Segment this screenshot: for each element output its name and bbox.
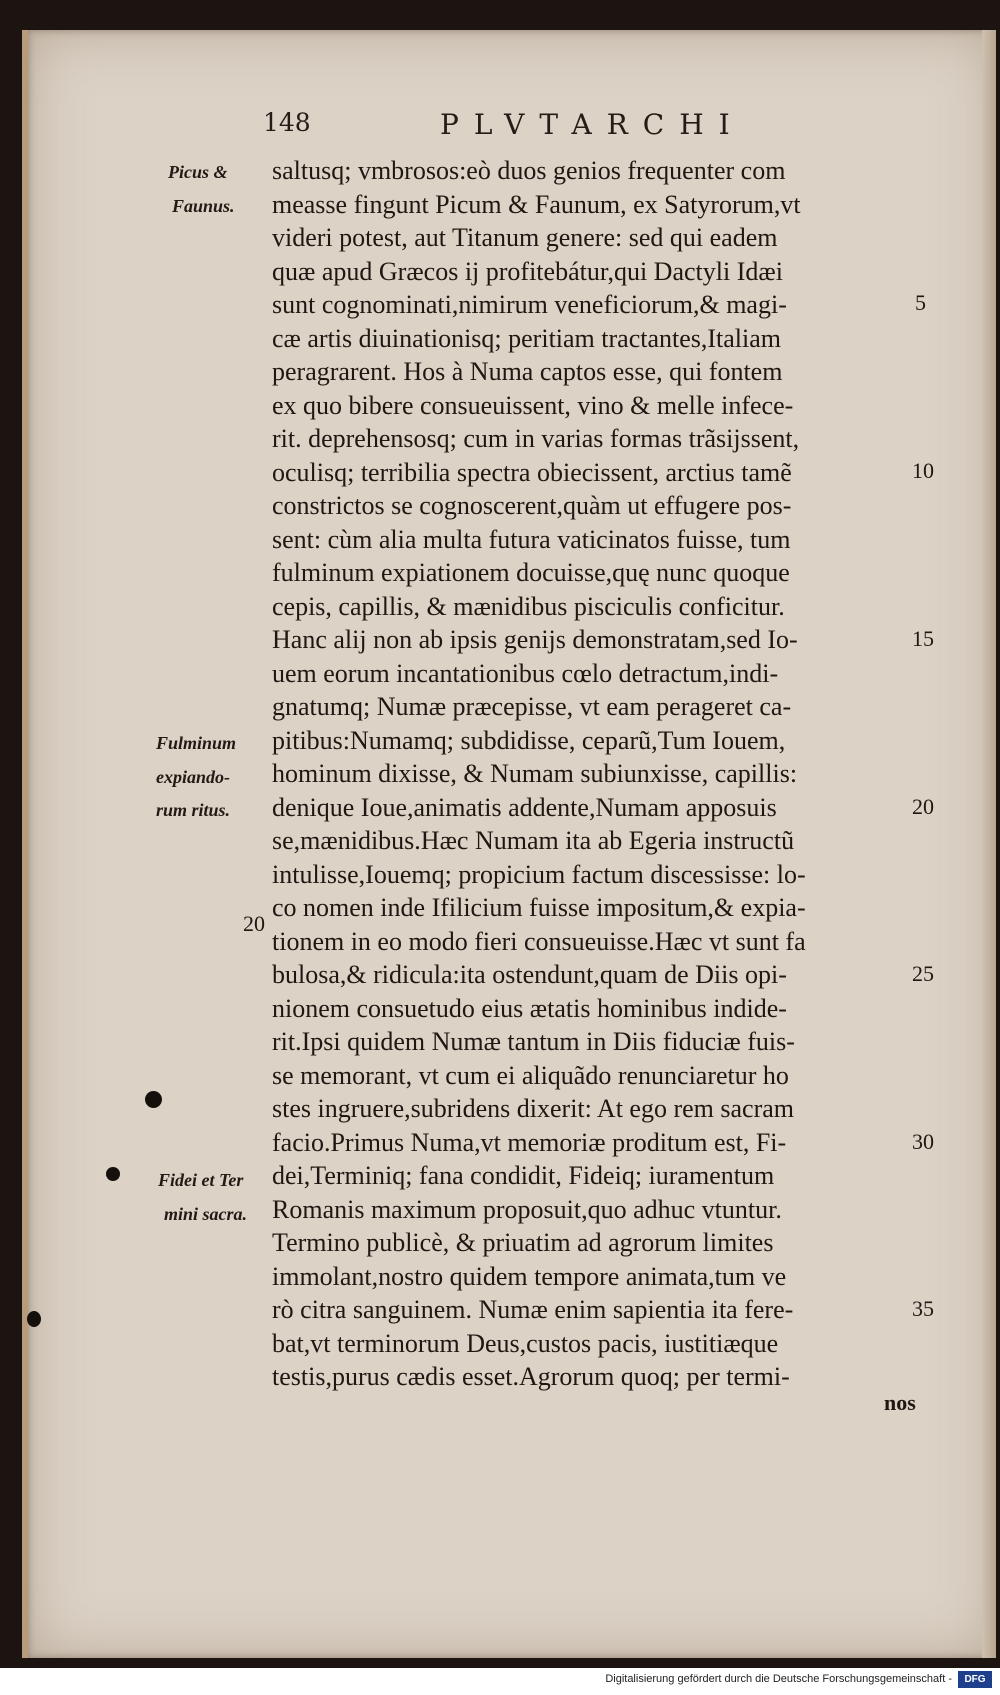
- text-line: saltusq; vmbrosos:eò duos genios frequenter com: [272, 156, 786, 185]
- line-number-5: 5: [915, 290, 926, 315]
- running-head: PLVTARCHI: [440, 108, 745, 141]
- text-line: rit. deprehensosq; cum in varias formas trãsijssent,: [272, 424, 800, 453]
- text-line: cæ artis diuinationisq; peritiam tractantes,Italiam: [272, 323, 782, 353]
- text-line: stes ingruere,subridens dixerit: At ego rem sacram: [272, 1094, 795, 1123]
- text-line: nionem consuetudo eius ætatis hominibus indide-: [272, 993, 787, 1023]
- text-line: tionem in eo modo fieri consueuisse.Hæc vt sunt fa: [272, 926, 806, 956]
- line-number-left-20: 20: [243, 911, 265, 936]
- text-line: Termino publicè, & priuatim ad agrorum limites: [272, 1228, 774, 1257]
- text-line: sent: cùm alia multa futura vaticinatos fuisse, tum: [272, 524, 791, 554]
- text-line: fulminum expiationem docuisse,quę nunc quoque: [272, 558, 790, 587]
- text-line: Hanc alij non ab ipsis genijs demonstratam,sed Io-: [272, 625, 798, 654]
- marginal-note-faunus: Faunus.: [172, 196, 235, 216]
- text-line: co nomen inde Ifilicium fuisse impositum,& expia-: [272, 893, 806, 922]
- marginal-note-picus: Picus &: [168, 162, 228, 182]
- marginal-note-fidei: Fidei et Ter: [158, 1170, 244, 1190]
- text-line: bat,vt terminorum Deus,custos pacis, iustitiæque: [272, 1328, 779, 1358]
- ink-dot-mark: [145, 1091, 162, 1108]
- text-line: pitibus:Numamq; subdidisse, ceparũ,Tum Iouem,: [272, 725, 786, 755]
- text-line: testis,purus cædis esset.Agrorum quoq; per termi-: [272, 1362, 790, 1391]
- text-line: immolant,nostro quidem tempore animata,tum ve: [272, 1261, 787, 1291]
- digitization-footer: [0, 1668, 1000, 1695]
- ink-dot-mark: [27, 1311, 41, 1327]
- line-number-30: 30: [912, 1129, 934, 1154]
- marginal-note-ritus: rum ritus.: [156, 800, 231, 820]
- line-number-15: 15: [912, 626, 934, 651]
- dfg-logo: DFG: [958, 1671, 992, 1688]
- text-line: cepis, capillis, & mænidibus pisciculis conficitur.: [272, 591, 785, 621]
- text-line: intulisse,Iouemq; propicium factum discessisse: lo-: [272, 859, 806, 889]
- text-line: facio.Primus Numa,vt memoriæ proditum est, Fi-: [272, 1127, 787, 1157]
- page-header: [0, 108, 1000, 148]
- line-number-20: 20: [912, 794, 934, 819]
- text-line: ex quo bibere consueuissent, vino & melle infece-: [272, 390, 794, 420]
- marginal-note-expiando: expiando-: [156, 767, 230, 787]
- text-line: oculisq; terribilia spectra obiecissent, arctius tamẽ: [272, 457, 792, 487]
- text-line: dei,Terminiq; fana condidit, Fideiq; iuramentum: [272, 1161, 775, 1190]
- footer-credit: Digitalisierung gefördert durch die Deutsche Forschungsgemeinschaft -: [605, 1673, 952, 1685]
- text-line: uem eorum incantationibus cœlo detractum,indi-: [272, 658, 779, 688]
- text-line: se,mænidibus.Hæc Numam ita ab Egeria instructũ: [272, 826, 795, 855]
- line-number-35: 35: [912, 1296, 934, 1321]
- text-line: gnatumq; Numæ præcepisse, vt eam perageret ca-: [272, 692, 792, 721]
- text-line: rit.Ipsi quidem Numæ tantum in Diis fiduciæ fuis-: [272, 1027, 795, 1056]
- text-line: se memorant, vt cum ei aliquãdo renunciaretur ho: [272, 1060, 789, 1090]
- text-line: quæ apud Græcos ij profitebátur,qui Dactyli Idæi: [272, 256, 783, 286]
- ink-dot-mark: [106, 1167, 120, 1181]
- text-line: bulosa,& ridicula:ita ostendunt,quam de Diis opi-: [272, 960, 787, 989]
- catchword: nos: [884, 1390, 916, 1415]
- text-line: denique Ioue,animatis addente,Numam apposuis: [272, 792, 777, 822]
- text-line: sunt cognominati,nimirum veneficiorum,& magi-: [272, 290, 787, 319]
- text-line: peragrarent. Hos à Numa captos esse, qui fontem: [272, 357, 783, 386]
- page-edge: [982, 30, 996, 1658]
- main-text: [272, 154, 912, 1394]
- line-number-25: 25: [912, 961, 934, 986]
- text-line: videri potest, aut Titanum genere: sed qui eadem: [272, 223, 778, 252]
- text-line: Romanis maximum proposuit,quo adhuc vtuntur.: [272, 1194, 782, 1224]
- text-line: hominum dixisse, & Numam subiunxisse, capillis:: [272, 759, 798, 788]
- page-number: 148: [263, 108, 311, 137]
- marginal-note-termini: mini sacra.: [164, 1204, 248, 1224]
- text-line: constrictos se cognoscerent,quàm ut effugere pos-: [272, 491, 792, 520]
- text-line: measse fingunt Picum & Faunum, ex Satyrorum,vt: [272, 189, 801, 219]
- line-number-10: 10: [912, 458, 934, 483]
- marginal-note-fulminum: Fulminum: [156, 733, 237, 753]
- text-line: rò citra sanguinem. Numæ enim sapientia ita fere-: [272, 1295, 794, 1324]
